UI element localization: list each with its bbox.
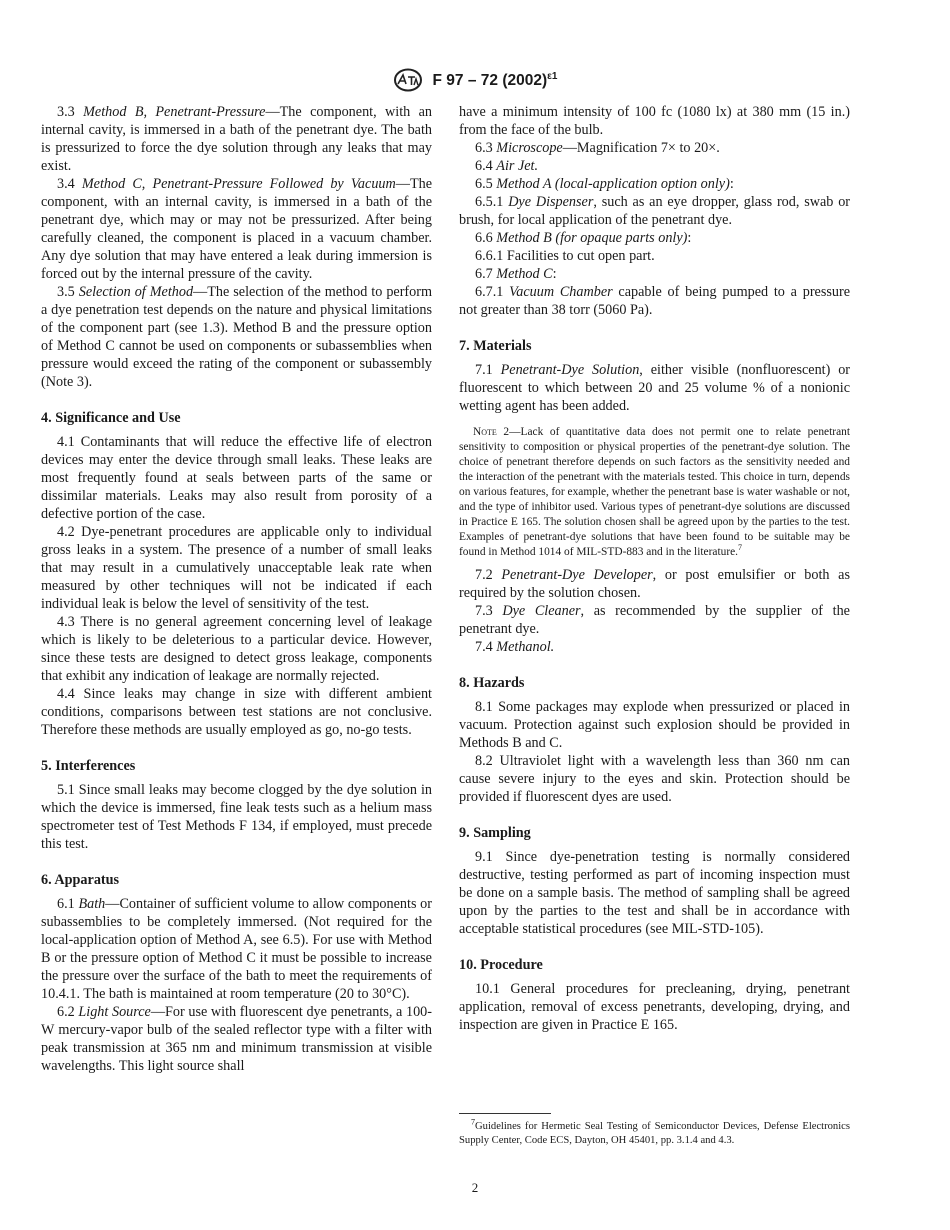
- paragraph-3-5: 3.5 Selection of Method—The selection of the method to perform a dye penetration test depends on the nature and physical limitations of the component part (see 1.3). Method B and the pressure option of Method C cannot be used on components or subassemblies when pressure would exceed the rating of the component or subassembly (Note 3).: [41, 284, 433, 390]
- paragraph-7-4: 7.4 Methanol.: [475, 639, 555, 655]
- astm-logo-icon: [393, 68, 423, 92]
- epsilon-superscript: ε1: [547, 70, 558, 82]
- section-heading-6: 6. Apparatus: [41, 872, 120, 888]
- paragraph-3-3: 3.3 Method B, Penetrant-Pressure—The component, with an internal cavity, is immersed in a bath of the penetrant dye. The bath is pressurized to force the dye solution through any leaks that may exist.: [41, 104, 433, 174]
- paragraph-6-3: 6.3 Microscope—Magnification 7× to 20×.: [475, 140, 720, 156]
- section-heading-8: 8. Hazards: [459, 675, 525, 691]
- paragraph-4-2: 4.2 Dye-penetrant procedures are applicable only to individual gross leaks in a system. The presence of a number of small leaks that may result in a cumulatively unacceptable leak rate when measured by other techniques will not be indicated if each individual leak is below the level of sensitivity of the test.: [41, 524, 432, 612]
- paragraph-6-5: 6.5 Method A (local-application option only):: [475, 176, 734, 192]
- paragraph-10-1: 10.1 General procedures for precleaning, drying, penetrant application, removal of excess penetrants, developing, drying, and inspection are given in Practice E 165.: [459, 981, 850, 1033]
- footnote-divider: [459, 1113, 551, 1114]
- paragraph-4-4: 4.4 Since leaks may change in size with different ambient conditions, comparisons between test stations are not conclusive. Therefore these methods are usually employed as go, no-go tests.: [41, 686, 432, 738]
- section-heading-5: 5. Interferences: [41, 758, 136, 774]
- paragraph-4-1: 4.1 Contaminants that will reduce the effective life of electron devices may enter the device through small leaks. These leaks are most frequently found at seals between parts of the same or dissimilar materials. Leaks may also result from porosity of a defective portion of the case.: [41, 434, 432, 522]
- paragraph-6-5-1: 6.5.1 Dye Dispenser, such as an eye dropper, glass rod, swab or brush, for local application of the penetrant dye.: [459, 194, 851, 228]
- page-header: [0, 68, 950, 92]
- section-heading-10: 10. Procedure: [459, 957, 543, 973]
- section-heading-4: 4. Significance and Use: [41, 410, 181, 426]
- paragraph-8-2: 8.2 Ultraviolet light with a wavelength less than 360 nm can cause severe injury to the eyes and skin. Protection should be provided if fluorescent dyes are used.: [459, 753, 850, 805]
- section-heading-7: 7. Materials: [459, 338, 532, 354]
- footnote-reference: 7: [738, 543, 743, 553]
- paragraph-6-2-continued: have a minimum intensity of 100 fc (1080 lx) at 380 mm (15 in.) from the face of the bulb.: [459, 104, 850, 138]
- note-2: Note 2—Lack of quantitative data does not permit one to relate penetrant sensitivity to composition or physical properties of the penetrant-dye solution. The choice of penetrant therefore depends on such factors as the sensitivity needed and the interaction of the penetrant with the materials tested. This choice in turn, depends on various features, for example, whether the penetrant base is water washable or not, and the type of inhibitor used. Various types of penetrant-dye solutions are discussed in Practice E 165. The solution chosen shall be agreed upon by the parties to the test. Examples of penetrant-dye solutions that have been found to be suitable may be found in Method 1014 of MIL-STD-883 and in the literature.$^7$: [459, 426, 850, 558]
- left-column: [41, 103, 432, 1075]
- paragraph-5-1: 5.1 Since small leaks may become clogged by the dye solution in which the device is immersed, fine leak tests such as a helium mass spectrometer test of Test Methods F 134, if employed, must precede this test.: [41, 782, 432, 852]
- paragraph-6-7: 6.7 Method C:: [475, 266, 557, 282]
- paragraph-6-4: 6.4 Air Jet.: [475, 158, 539, 174]
- section-heading-9: 9. Sampling: [459, 825, 531, 841]
- paragraph-7-2: 7.2 Penetrant-Dye Developer, or post emulsifier or both as required by the solution chosen.: [459, 567, 850, 601]
- paragraph-6-6: 6.6 Method B (for opaque parts only):: [475, 230, 692, 246]
- paragraph-6-1: 6.1 Bath—Container of sufficient volume to allow components or subassemblies to be completely immersed. (Not required for the local-application option of Method A, see 6.5). For use with Method B or the pressure option of Method C it must be possible to increase the pressure over the surface of the bath to meet the requirements of 10.4.1. The bath is maintained at room temperature (20 to 30°C).: [41, 896, 433, 1002]
- paragraph-6-2: 6.2 Light Source—For use with fluorescent dye penetrants, a 100-W mercury-vapor bulb of the sealed reflector type with a filter with peak transmission at 365 nm and minimum transmission at visible wavelengths. This light source shall: [41, 1004, 432, 1074]
- right-column: [459, 103, 850, 1034]
- document-designation: F 97 – 72 $(2002)^{\varepsilon 1}$: [432, 70, 558, 89]
- paragraph-7-3: 7.3 Dye Cleaner, as recommended by the supplier of the penetrant dye.: [459, 603, 850, 637]
- footnote-7: $^7$Guidelines for Hermetic Seal Testing of Semiconductor Devices, Defense Electronics Supply Center, Code ECS, Dayton, OH 45401, pp. 3.1.4 and 4.3.: [459, 1117, 850, 1146]
- paragraph-3-4: 3.4 Method C, Penetrant-Pressure Followed by Vacuum—The component, with an internal cavity, is immersed in a bath of the penetrant dye, which may or may not be pressurized. After being carefully cleaned, the component is placed in a vacuum chamber. Any dye solution that may have entered a leak during immersion is forced out by the internal pressure of the cavity.: [41, 176, 432, 282]
- paragraph-8-1: 8.1 Some packages may explode when pressurized or placed in vacuum. Protection against such explosion should be provided in Methods B and C.: [459, 699, 850, 751]
- paragraph-6-6-1: 6.6.1 Facilities to cut open part.: [475, 248, 655, 264]
- page-number: 2: [471, 1180, 479, 1195]
- paragraph-4-3: 4.3 There is no general agreement concerning level of leakage which is likely to be deleterious to a particular device. However, since these tests are designed to detect gross leakage, components that exhibit any indication of leakage are normally rejected.: [41, 614, 432, 684]
- paragraph-6-7-1: 6.7.1 Vacuum Chamber capable of being pumped to a pressure not greater than 38 torr (5060 Pa).: [459, 284, 850, 318]
- paragraph-7-1: 7.1 Penetrant-Dye Solution, either visible (nonfluorescent) or fluorescent to which between 20 and 25 volume % of a nonionic wetting agent has been added.: [459, 362, 851, 414]
- paragraph-9-1: 9.1 Since dye-penetration testing is normally considered destructive, testing performed as part of incoming inspection must be done on a sample basis. The method of sampling shall be agreed upon by the parties to the test and shall be in accordance with acceptable statistical procedures (see MIL-STD-105).: [459, 849, 850, 937]
